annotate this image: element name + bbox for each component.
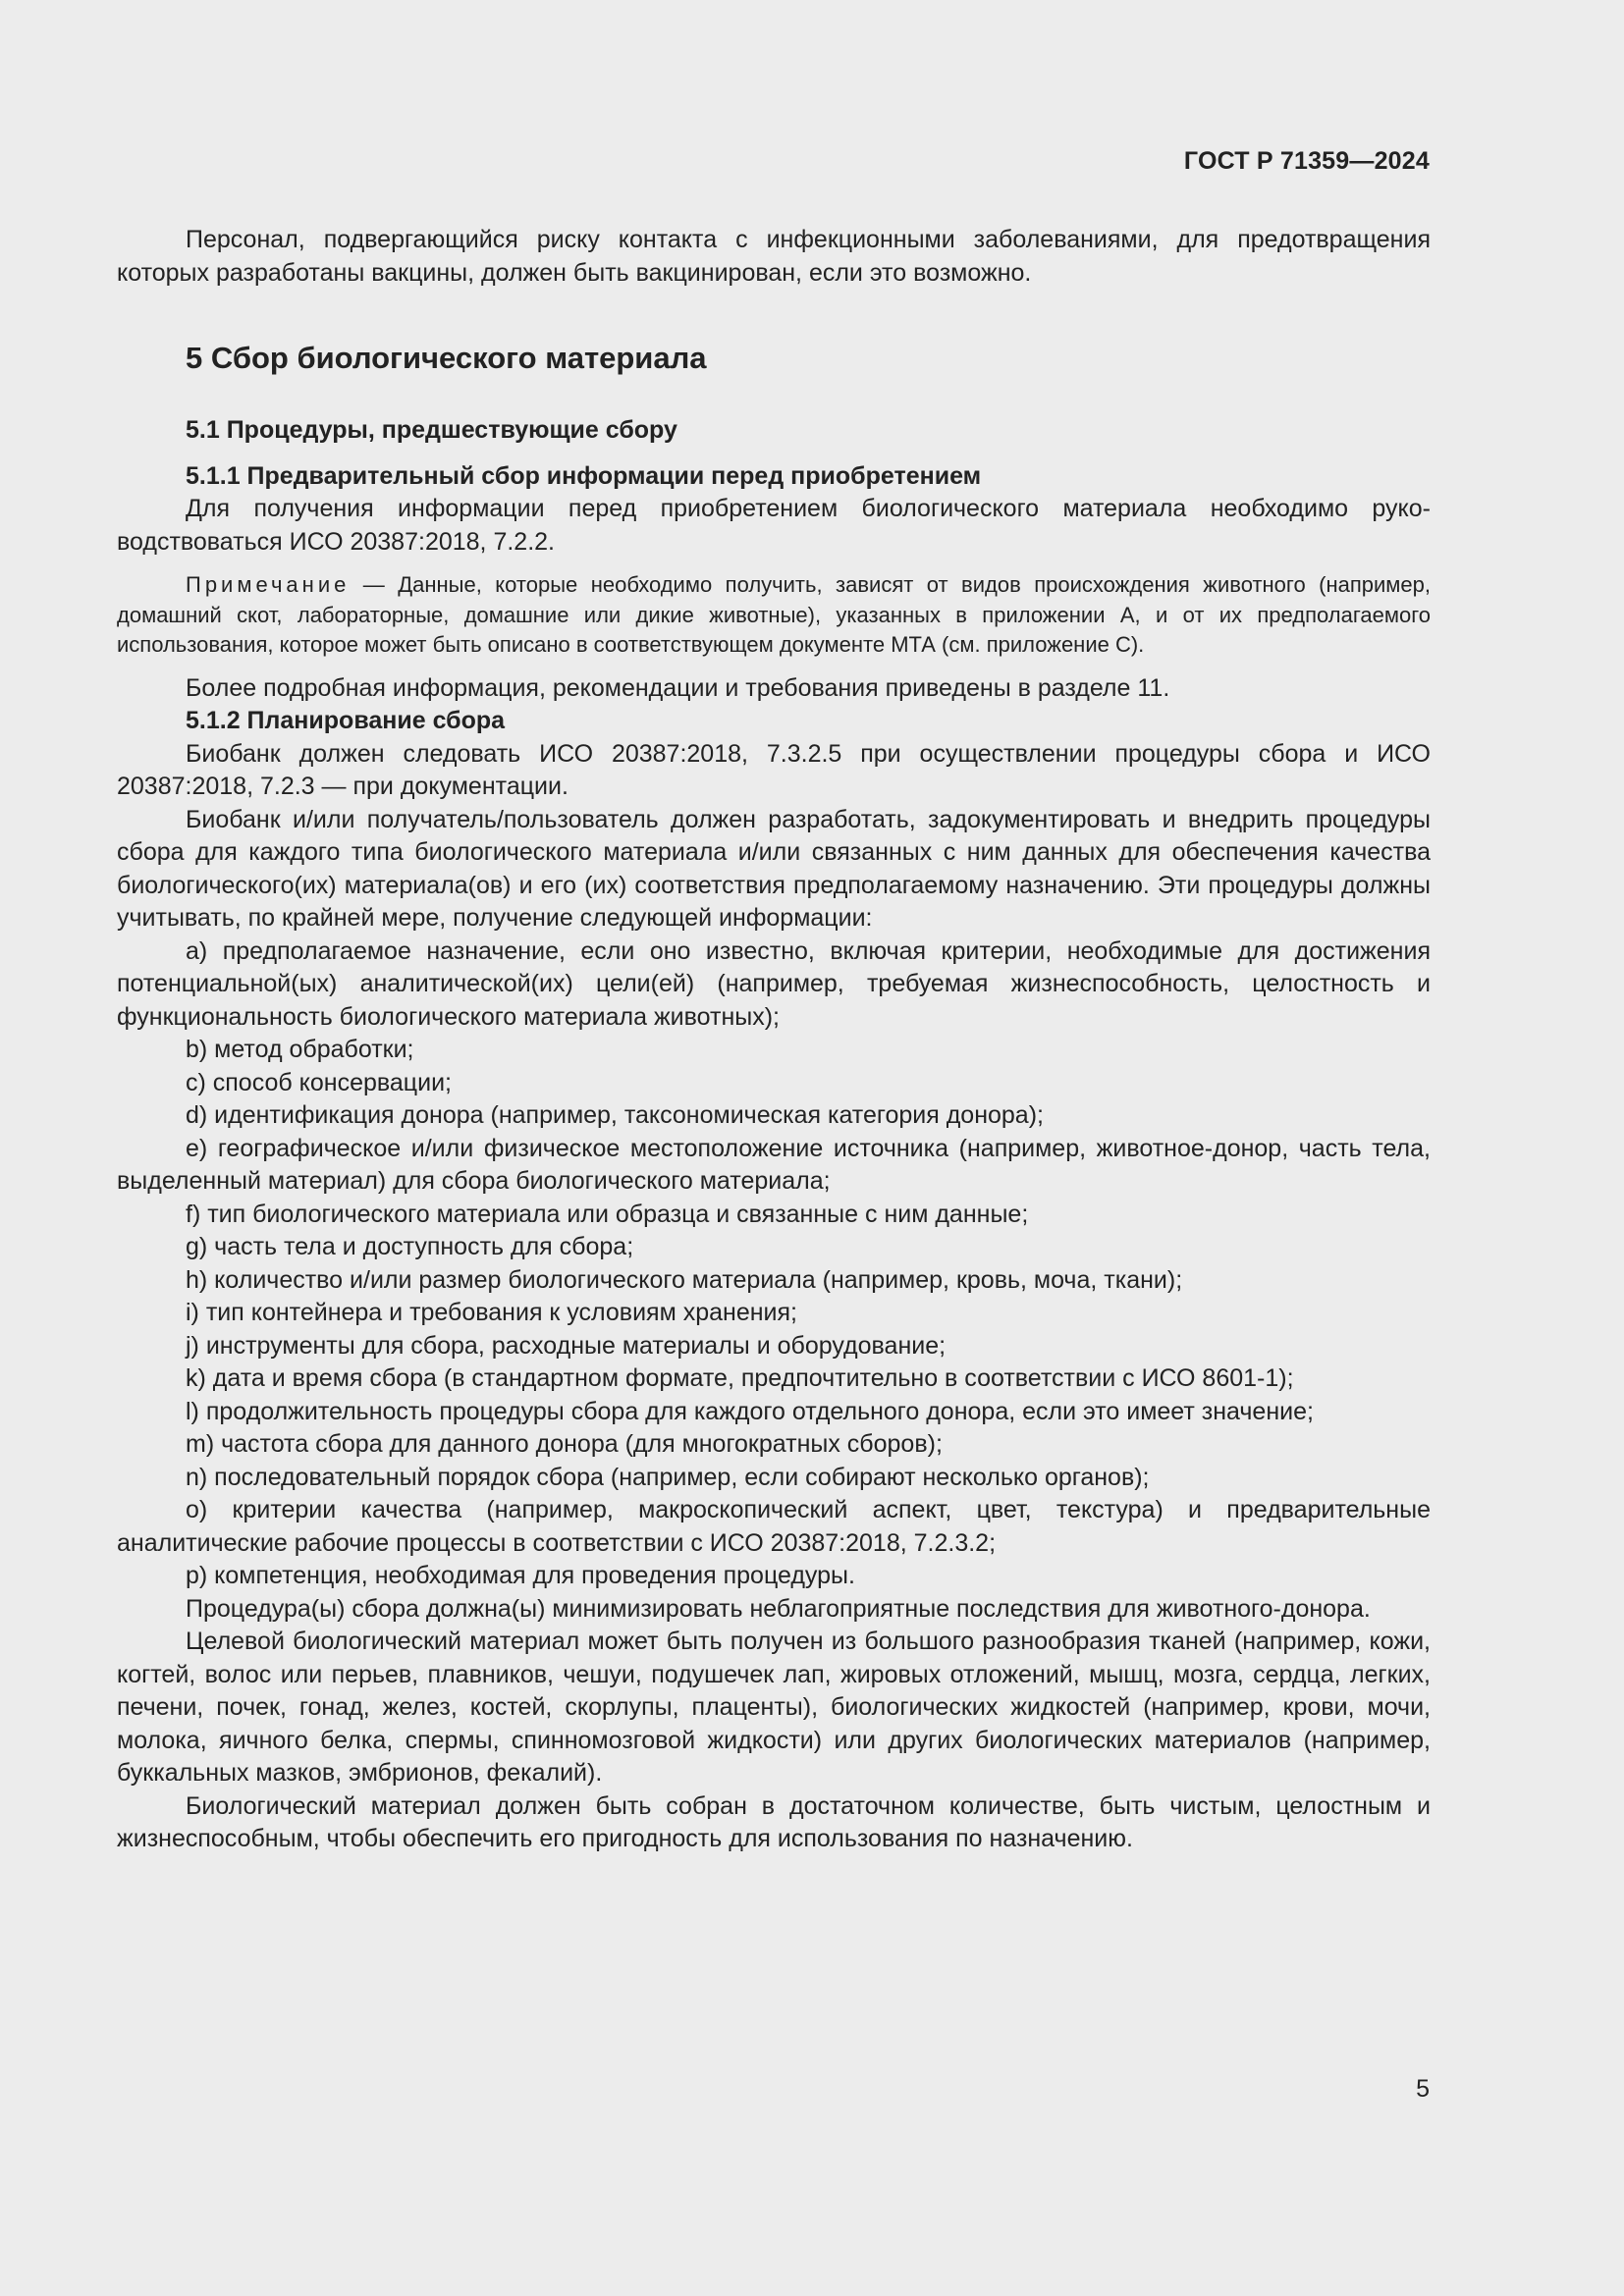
list-item: b) метод обработки; [186, 1036, 414, 1063]
target-material-paragraph: Целевой биологический материал может быть получен из большого разнообразия тканей (например, кожи, когтей, волос или перьев, плавников, чешуи, подушечек лап, жировых отложений, мышц, мозга, сердца, легких, печени, почек, гонад, желез, костей, скорлупы, плаценты), биологических жидкостей (например, крови, мочи, молока, яичного белка, спермы, спинномозговой жидкости) или других биологических материалов (например, буккальных мазков, эмбрионов, фекалий). [117, 1628, 1431, 1787]
section-5-1-2-paragraph-2: Биобанк и/или получатель/пользователь должен разработать, задокументировать и внедрить процедуры сбора для каждого типа биологического материала и/или связанных с ним данных для обеспечения качества биологического(их) материала(ов) и его (их) соответствия предполагаемому назначению. Эти процедуры должны учитывать, по крайней мере, получение следующей информации: [117, 805, 1431, 932]
list-item: a) предполагаемое назначение, если оно известно, включая критерии, необходимые для достижения потенциальной(ых) аналитической(их) цели(ей) (например, требуемая жизнеспособность, целостность и функциональность биологического материала животных); [117, 936, 1431, 1031]
list-item: n) последовательный порядок сбора (например, если собирают несколько органов); [186, 1463, 1150, 1491]
list-item: l) продолжительность процедуры сбора для каждого отдельного донора, если это имеет значение; [186, 1397, 1314, 1425]
intro-paragraph: Персонал, подвергающийся риску контакта с инфекционными заболеваниями, для предотвращения которых разработаны вакцины, должен быть вакцинирован, если это возможно. [117, 226, 1431, 287]
note-label: Примечание [186, 572, 351, 597]
list-item: f) тип биологического материала или образца и связанные с ним данные; [186, 1200, 1029, 1228]
list-item: j) инструменты для сбора, расходные материалы и оборудование; [186, 1331, 947, 1360]
section-5-1-1-paragraph: Для получения информации перед приобретением биологического материала необходимо руководствоваться ИСО 20387:2018, 7.2.2. [117, 495, 1431, 556]
list-item: o) критерии качества (например, макроскопический аспект, цвет, текстура) и предварительные аналитические рабочие процессы в соответствии с ИСО 20387:2018, 7.2.3.2; [117, 1496, 1431, 1557]
section-5-title: 5 Сбор биологического материала [186, 341, 707, 375]
note-text: — Данные, которые необходимо получить, зависят от видов происхождения животного (например, домашний скот, лабораторные, домашние или дикие животные), указанных в приложении А, и от их предполагаемого использования, которое может быть описано в соответствующем документе МТА (см. приложение С). [117, 572, 1431, 657]
list-item: k) дата и время сбора (в стандартном формате, предпочтительно в соответствии с ИСО 8601-1); [186, 1364, 1294, 1392]
section-5-1-title: 5.1 Процедуры, предшествующие сбору [186, 416, 677, 444]
requirements-list [117, 935, 1431, 1593]
section-5-1-2-title: 5.1.2 Планирование сбора [186, 707, 506, 734]
section-5-1-1-more-info: Более подробная информация, рекомендации и требования приведены в разделе 11. [186, 673, 1170, 702]
list-item: e) географическое и/или физическое местоположение источника (например, животное-донор, часть тела, выделенный материал) для сбора биологического материала; [117, 1134, 1431, 1195]
list-item: d) идентификация донора (например, таксономическая категория донора); [186, 1101, 1044, 1129]
section-5-1-2-paragraph-1: Биобанк должен следовать ИСО 20387:2018, 7.3.2.5 при осуществлении процедуры сбора и ИСО 20387:2018, 7.2.3 — при документации. [117, 739, 1431, 800]
section-5-1-1-title: 5.1.1 Предварительный сбор информации перед приобретением [186, 461, 982, 490]
list-item: m) частота сбора для данного донора (для многократных сборов); [186, 1430, 943, 1458]
document-id-header: ГОСТ Р 71359—2024 [1183, 147, 1430, 175]
list-item: i) тип контейнера и требования к условиям хранения; [186, 1299, 797, 1326]
page-number: 5 [1416, 2075, 1430, 2103]
note-paragraph [117, 570, 1431, 661]
list-item: p) компетенция, необходимая для проведения процедуры. [186, 1562, 855, 1589]
list-item: h) количество и/или размер биологического материала (например, кровь, моча, ткани); [186, 1265, 1183, 1294]
list-item: g) часть тела и доступность для сбора; [186, 1233, 634, 1260]
page-content [117, 224, 1431, 1856]
procedure-paragraph: Процедура(ы) сбора должна(ы) минимизировать неблагоприятные последствия для животного-донора. [186, 1594, 1371, 1623]
list-item: c) способ консервации; [186, 1068, 452, 1096]
material-quality-paragraph: Биологический материал должен быть собран в достаточном количестве, быть чистым, целостным и жизнеспособным, чтобы обеспечить его пригодность для использования по назначению. [117, 1791, 1431, 1852]
